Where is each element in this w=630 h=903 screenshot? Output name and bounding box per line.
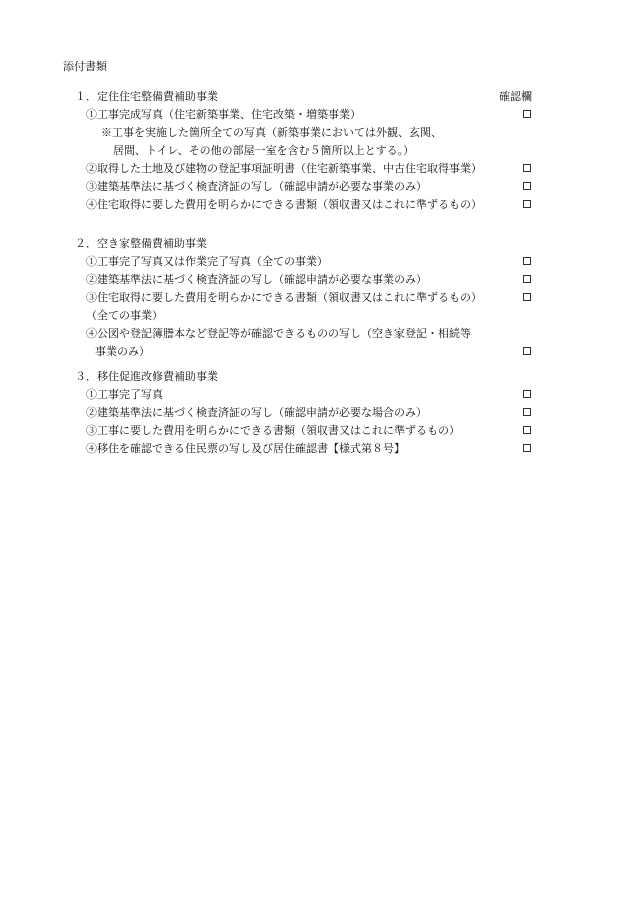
list-item: [63, 196, 543, 214]
list-item: [63, 106, 543, 124]
item-text: ①工事完成写真（住宅新築事業、住宅改築・増築事業）: [86, 108, 361, 121]
section-heading-row: [63, 368, 543, 386]
item-text: ③建築基準法に基づく検査済証の写し（確認申請が必要な事業のみ）: [86, 180, 427, 193]
item-text: ②建築基準法に基づく検査済証の写し（確認申請が必要な事業のみ）: [86, 273, 427, 286]
confirm-checkbox[interactable]: [523, 347, 531, 355]
list-item: [63, 178, 543, 196]
section-heading: ２．空き家整備費補助事業: [75, 237, 207, 250]
confirm-checkbox[interactable]: [523, 110, 531, 118]
list-item: [63, 271, 543, 289]
confirm-checkbox[interactable]: [523, 426, 531, 434]
list-item: [63, 386, 543, 404]
confirm-checkbox[interactable]: [523, 200, 531, 208]
item-text: ①工事完了写真又は作業完了写真（全ての事業）: [86, 255, 328, 268]
section-heading-row: [63, 88, 543, 106]
item-text: 事業のみ）: [95, 345, 150, 358]
item-text: ③住宅取得に要した費用を明らかにできる書類（領収書又はこれに準ずるもの）: [86, 291, 482, 304]
item-text: ②建築基準法に基づく検査済証の写し（確認申請が必要な場合のみ）: [86, 406, 427, 419]
item-text: ②取得した土地及び建物の登記事項証明書（住宅新築事業、中古住宅取得事業）: [86, 162, 482, 175]
confirm-checkbox[interactable]: [523, 275, 531, 283]
item-text: ④公図や登記簿謄本など登記等が確認できるものの写し（空き家登記・相続等: [86, 327, 471, 340]
confirm-checkbox[interactable]: [523, 164, 531, 172]
section-heading: ３．移住促進改修費補助事業: [75, 370, 218, 383]
check-column-header: 確認欄: [499, 90, 532, 103]
item-text: ④住宅取得に要した費用を明らかにできる書類（領収書又はこれに準ずるもの）: [86, 198, 482, 211]
section-1: [63, 88, 543, 214]
list-note: [63, 124, 543, 142]
document-title: 添付書類: [63, 60, 107, 73]
confirm-checkbox[interactable]: [523, 444, 531, 452]
confirm-checkbox[interactable]: [523, 390, 531, 398]
list-item: [63, 422, 543, 440]
item-text: ④移住を確認できる住民票の写し及び居住確認書【様式第８号】: [86, 442, 405, 455]
note-text: 居間、トイレ、その他の部屋一室を含む５箇所以上とする。）: [113, 144, 415, 157]
list-item-continuation: [63, 307, 543, 325]
list-item: [63, 289, 543, 307]
confirm-checkbox[interactable]: [523, 293, 531, 301]
note-text: ※工事を実施した箇所全ての写真（新築事業においては外観、玄関、: [101, 126, 442, 139]
confirm-checkbox[interactable]: [523, 257, 531, 265]
list-item-continuation: [63, 343, 543, 361]
item-text: ③工事に要した費用を明らかにできる書類（領収書又はこれに準ずるもの）: [86, 424, 460, 437]
list-note: [63, 142, 543, 160]
list-item: [63, 404, 543, 422]
list-item: [63, 160, 543, 178]
section-heading: １．定住住宅整備費補助事業: [75, 90, 218, 103]
section-3: [63, 368, 543, 458]
confirm-checkbox[interactable]: [523, 408, 531, 416]
confirm-checkbox[interactable]: [523, 182, 531, 190]
list-item: [63, 253, 543, 271]
item-text: （全ての事業）: [86, 309, 163, 322]
item-text: ①工事完了写真: [86, 388, 163, 401]
list-item: [63, 440, 543, 458]
section-heading-row: [63, 235, 543, 253]
section-2: [63, 235, 543, 361]
list-item: [63, 325, 543, 343]
